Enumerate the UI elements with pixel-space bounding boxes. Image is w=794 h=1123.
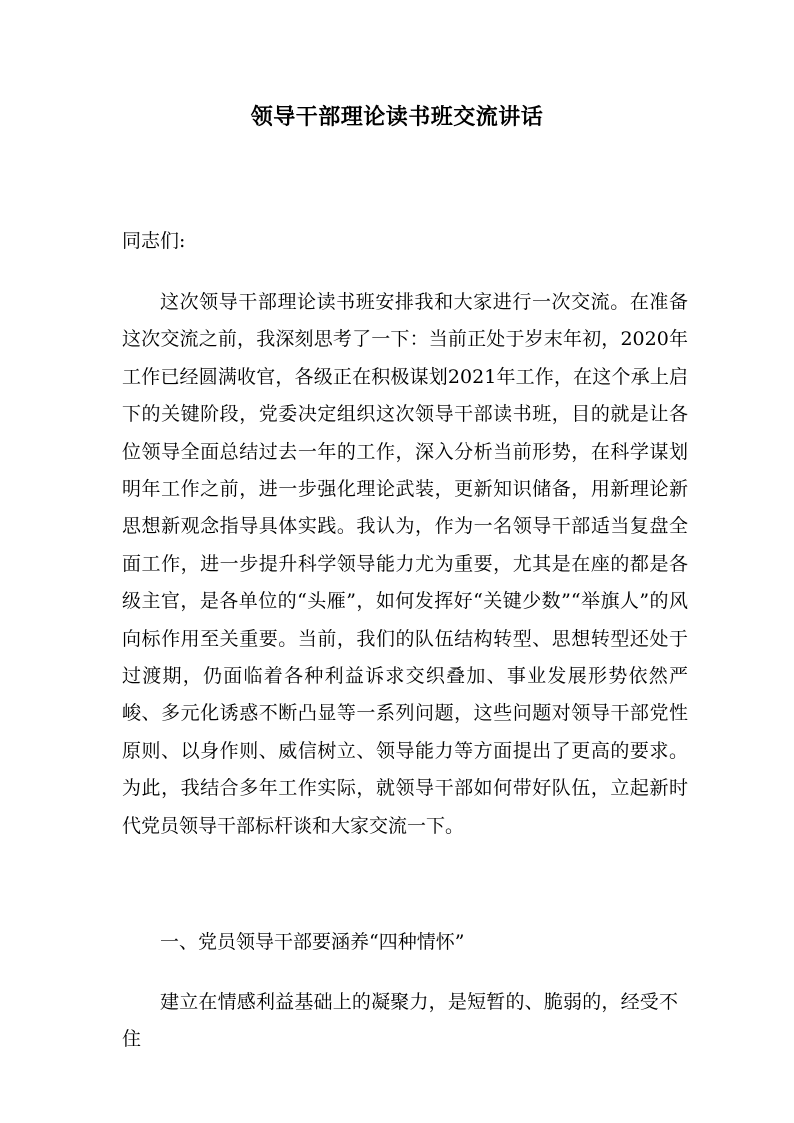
- section-paragraph: 建立在情感利益基础上的凝聚力，是短暂的、脆弱的，经受不住: [122, 991, 678, 1051]
- salutation: 同志们:: [122, 230, 186, 252]
- body-paragraph: 这次领导干部理论读书班安排我和大家进行一次交流。在准备这次交流之前，我深刻思考了一下：当前正处于岁末年初，2020年工作已经圆满收官，各级正在积极谋划2021年工作，在这个承上启下的关键阶段，党委决定组织这次领导干部读书班，目的就是让各位领导全面总结过去一年的工作，深入分析当前形势，在科学谋划明年工作之前，进一步强化理论武装，更新知识储备，用新理论新思想新观念指导具体实践。我认为，作为一名领导干部适当复盘全面工作，进一步提升科学领导能力尤为重要，尤其是在座的都是各级主官，是各单位的“头雁”，如何发挥好“关键少数”“举旗人”的风向标作用至关重要。当前，我们的队伍结构转型、思想转型还处于过渡期，仍面临着各种利益诉求交织叠加、事业发展形势依然严峻、多元化诱惑不断凸显等一系列问题，这些问题对领导干部党性原则、以身作则、威信树立、领导能力等方面提出了更高的要求。为此，我结合多年工作实际，就领导干部如何带好队伍，立起新时代党员领导干部标杆谈和大家交流一下。: [122, 291, 688, 837]
- document-title: 领导干部理论读书班交流讲话: [250, 105, 544, 130]
- section-heading: 一、党员领导干部要涵养“四种情怀”: [160, 931, 465, 953]
